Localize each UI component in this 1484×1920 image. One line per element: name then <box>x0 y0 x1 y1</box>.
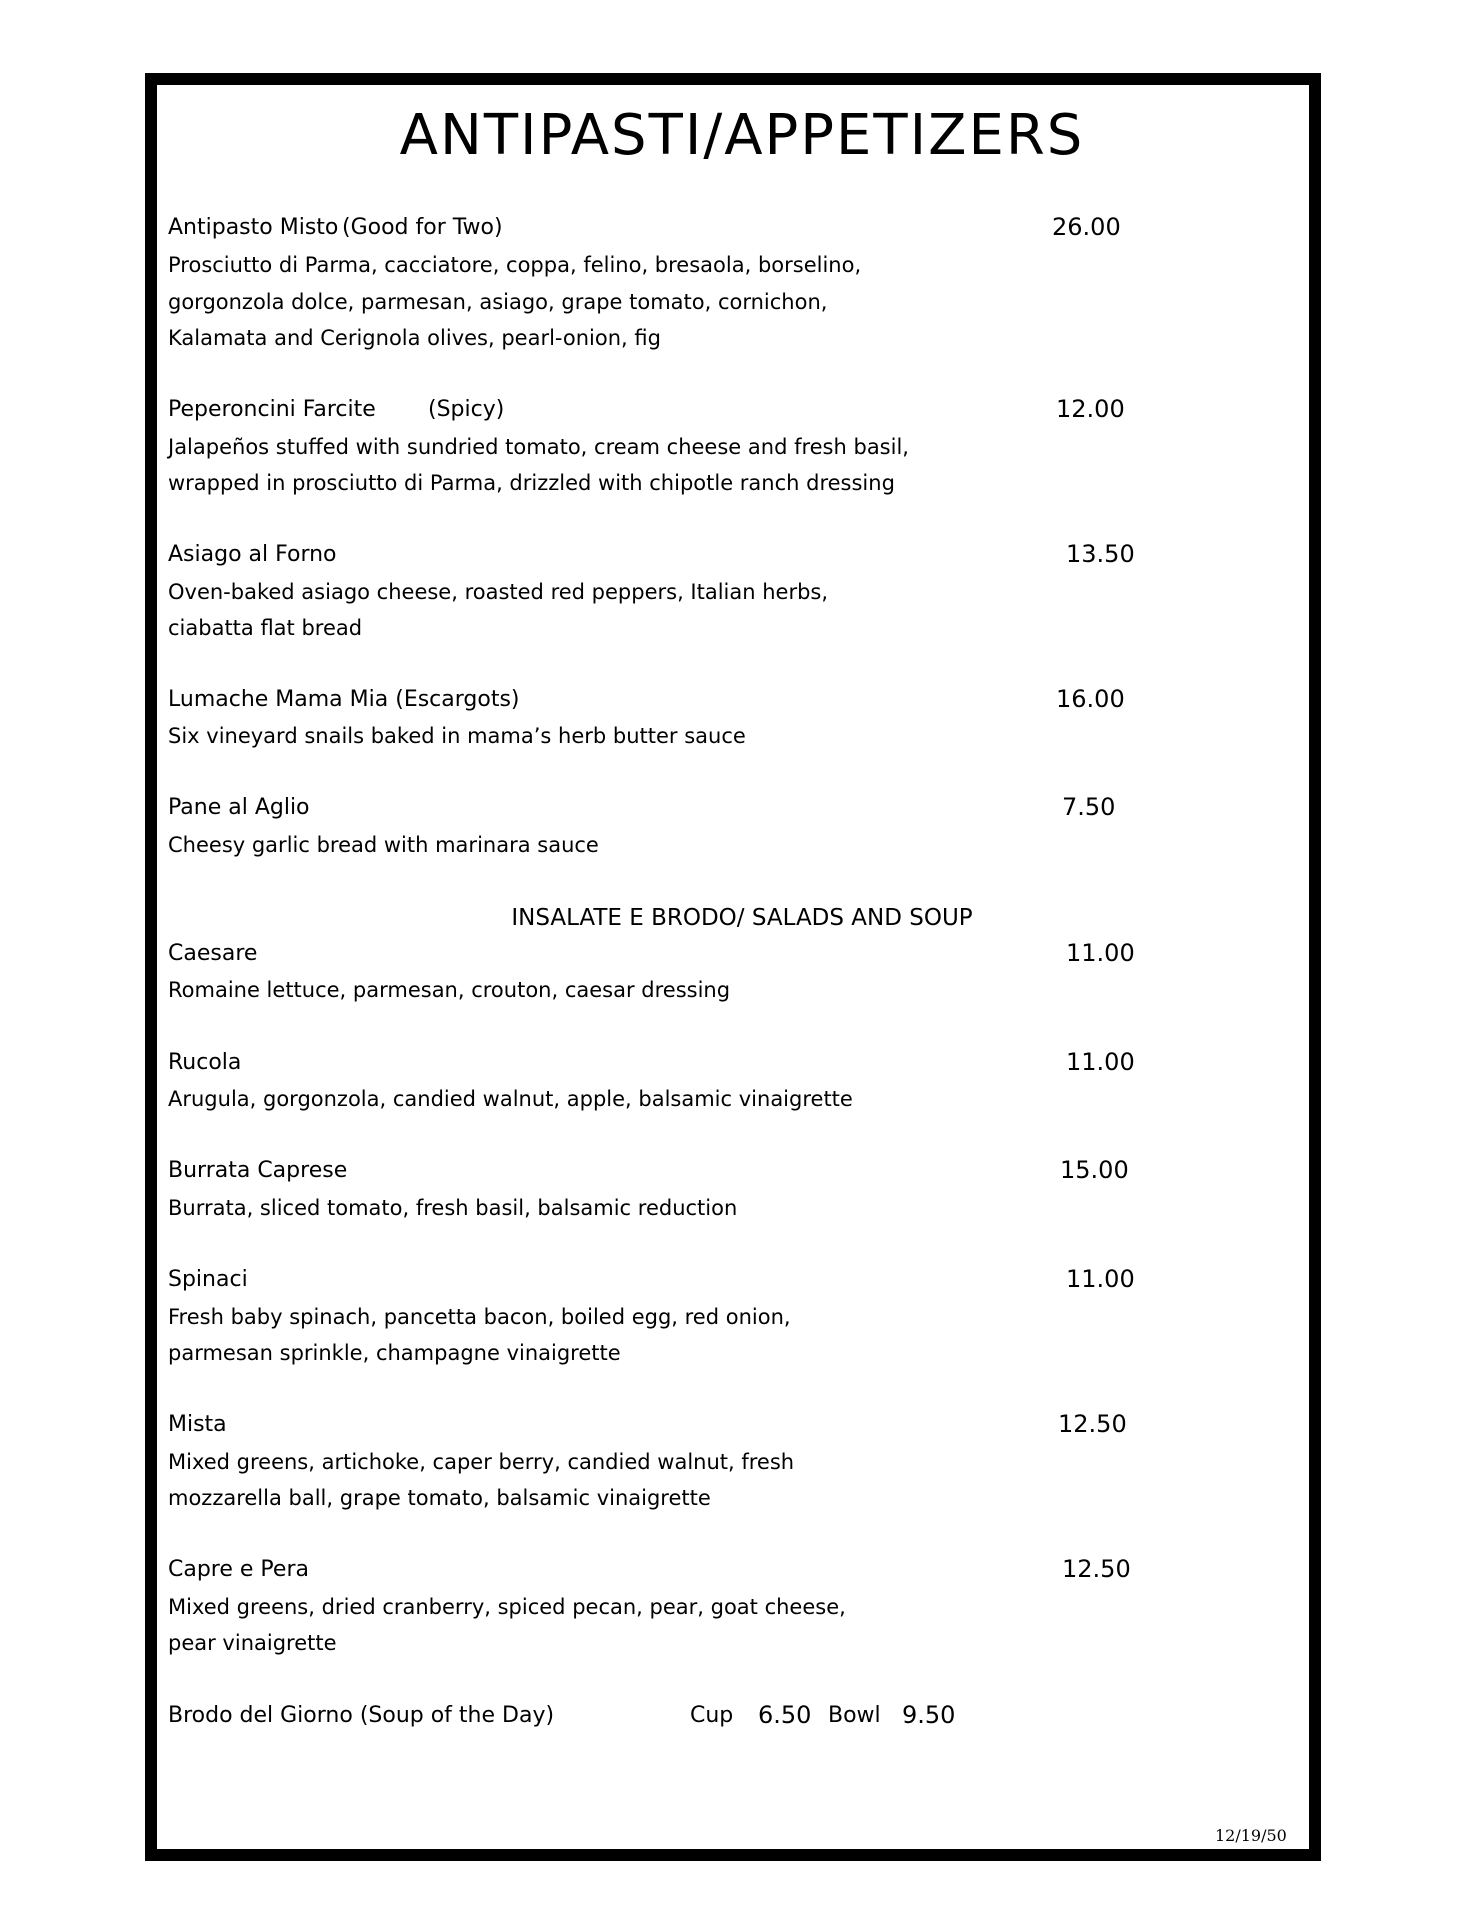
item-desc-line: Mixed greens, artichoke, caper berry, candied walnut, fresh <box>168 1450 795 1474</box>
item-desc-line: Burrata, sliced tomato, fresh basil, balsamic reduction <box>168 1196 738 1220</box>
item-desc-line: Cheesy garlic bread with marinara sauce <box>168 833 599 857</box>
date-stamp: 12/19/50 <box>1215 1826 1287 1845</box>
item-name-peperoncini-farcite: Peperoncini Farcite <box>168 397 376 422</box>
item-name-capre-e-pera: Capre e Pera <box>168 1557 309 1582</box>
item-price-caesare: 11.00 <box>1066 939 1135 967</box>
item-name-mista: Mista <box>168 1412 227 1437</box>
section-heading-salads-and-soup: INSALATE E BRODO/ SALADS AND SOUP <box>511 905 973 931</box>
item-desc-line: parmesan sprinkle, champagne vinaigrette <box>168 1341 621 1365</box>
item-desc-line: ciabatta flat bread <box>168 616 363 640</box>
item-price-asiago-al-forno: 13.50 <box>1066 540 1135 568</box>
item-price-spinaci: 11.00 <box>1066 1265 1135 1293</box>
item-price-pane-al-aglio: 7.50 <box>1062 793 1116 821</box>
item-name-rucola: Rucola <box>168 1050 242 1075</box>
item-name-burrata-caprese: Burrata Caprese <box>168 1158 348 1183</box>
item-name-asiago-al-forno: Asiago al Forno <box>168 542 337 567</box>
item-desc-line: Prosciutto di Parma, cacciatore, coppa, felino, bresaola, borselino, <box>168 253 862 277</box>
item-price-peperoncini-farcite: 12.00 <box>1056 395 1125 423</box>
item-name-antipasto-misto: Antipasto Misto <box>168 215 339 240</box>
soup-bowl-label: Bowl <box>828 1703 881 1728</box>
item-note-good-for-two: (Good for Two) <box>342 215 503 240</box>
item-desc-line: Oven-baked asiago cheese, roasted red peppers, Italian herbs, <box>168 580 829 604</box>
item-desc-line: Mixed greens, dried cranberry, spiced pecan, pear, goat cheese, <box>168 1595 846 1619</box>
item-desc-line: Arugula, gorgonzola, candied walnut, apple, balsamic vinaigrette <box>168 1087 853 1111</box>
item-desc-line: pear vinaigrette <box>168 1631 337 1655</box>
soup-cup-price: 6.50 <box>758 1701 812 1729</box>
item-price-antipasto-misto: 26.00 <box>1052 213 1121 241</box>
item-price-lumache-mama-mia: 16.00 <box>1056 685 1125 713</box>
item-price-rucola: 11.00 <box>1066 1048 1135 1076</box>
item-desc-line: wrapped in prosciutto di Parma, drizzled with chipotle ranch dressing <box>168 471 895 495</box>
page-title: ANTIPASTI/APPETIZERS <box>399 103 1085 168</box>
item-desc-line: Six vineyard snails baked in mama’s herb butter sauce <box>168 724 746 748</box>
item-name-spinaci: Spinaci <box>168 1267 248 1292</box>
item-desc-line: Jalapeños stuffed with sundried tomato, cream cheese and fresh basil, <box>168 435 909 459</box>
item-desc-line: Kalamata and Cerignola olives, pearl-onion, fig <box>168 326 661 350</box>
item-price-mista: 12.50 <box>1058 1410 1127 1438</box>
item-desc-line: Romaine lettuce, parmesan, crouton, caesar dressing <box>168 978 731 1002</box>
item-desc-line: Fresh baby spinach, pancetta bacon, boiled egg, red onion, <box>168 1305 791 1329</box>
soup-cup-label: Cup <box>690 1703 734 1728</box>
soup-bowl-price: 9.50 <box>902 1701 956 1729</box>
item-name-brodo-del-giorno: Brodo del Giorno (Soup of the Day) <box>168 1703 555 1728</box>
item-desc-line: mozzarella ball, grape tomato, balsamic vinaigrette <box>168 1486 711 1510</box>
item-name-lumache-mama-mia: Lumache Mama Mia (Escargots) <box>168 687 520 712</box>
item-name-caesare: Caesare <box>168 941 258 966</box>
item-price-capre-e-pera: 12.50 <box>1062 1555 1131 1583</box>
item-desc-line: gorgonzola dolce, parmesan, asiago, grape tomato, cornichon, <box>168 290 828 314</box>
item-price-burrata-caprese: 15.00 <box>1060 1156 1129 1184</box>
item-name-pane-al-aglio: Pane al Aglio <box>168 795 310 820</box>
item-note-spicy: (Spicy) <box>428 397 505 422</box>
